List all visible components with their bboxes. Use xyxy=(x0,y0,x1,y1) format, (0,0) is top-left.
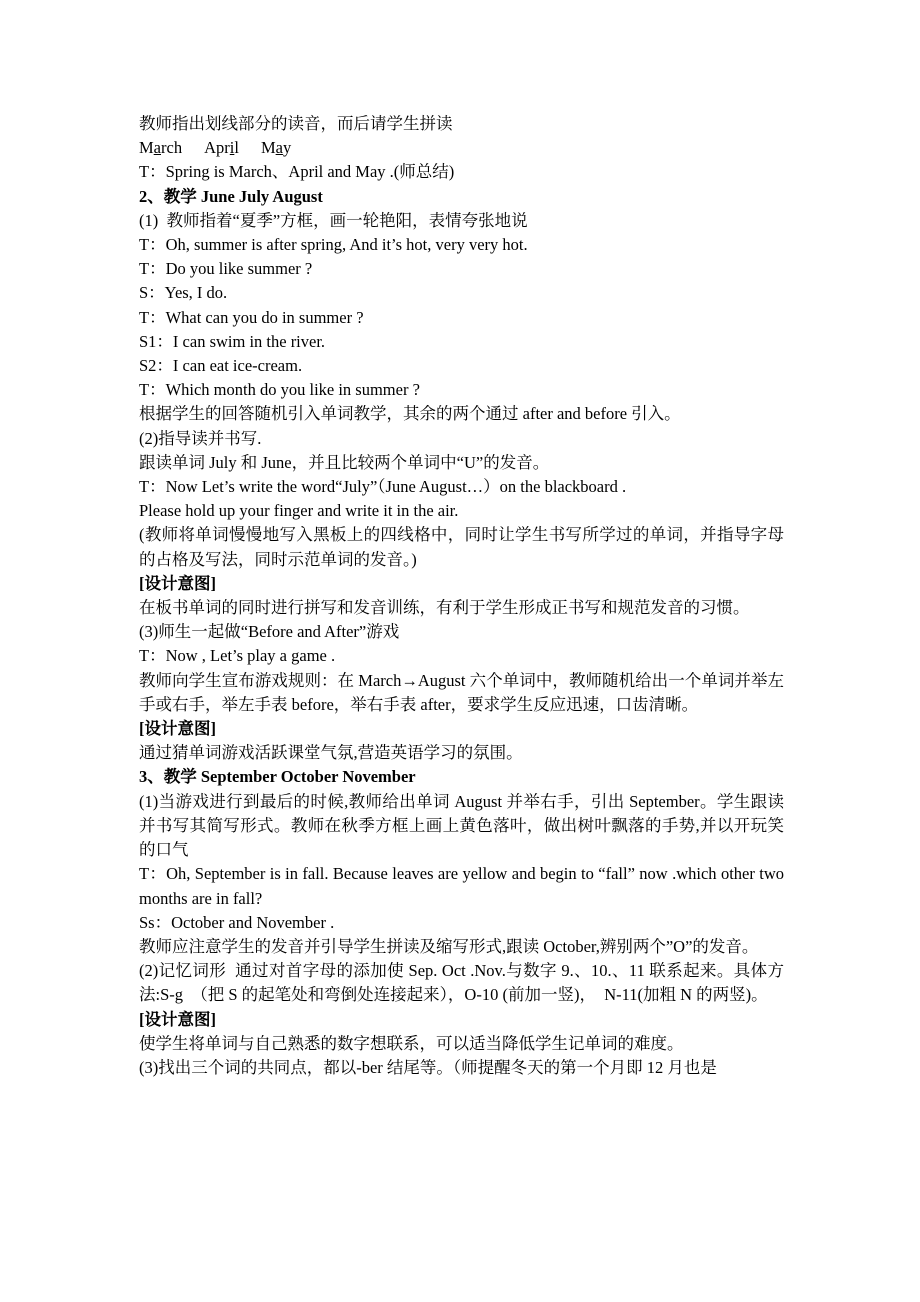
text-paragraph: 在板书单词的同时进行拼写和发音训练，有利于学生形成正书写和规范发音的习惯。 xyxy=(139,598,750,618)
text-line: (2)指导读并书写. xyxy=(139,428,262,448)
section-heading: 2、教学 June July August xyxy=(139,186,323,206)
text-line: 使学生将单词与自己熟悉的数字想联系，可以适当降低学生记单词的难度。 xyxy=(139,1033,684,1053)
text-line: Ss：October and November . xyxy=(139,912,335,932)
text-line: 跟读单词 July 和 June，并且比较两个单词中“U”的发音。 xyxy=(139,452,550,472)
text-line: (1) 教师指着“夏季”方框，画一轮艳阳，表情夸张地说 xyxy=(139,210,528,230)
word-may: May xyxy=(260,138,292,158)
month-words xyxy=(139,136,784,160)
text-line: S2：I can eat ice-cream. xyxy=(139,356,303,376)
text-line: 教师指出划线部分的读音，而后请学生拼读 xyxy=(139,114,453,133)
text-line: S：Yes, I do. xyxy=(139,283,228,303)
design-intent-heading: [设计意图] xyxy=(139,573,216,593)
text-line: 通过猜单词游戏活跃课堂气氛,营造英语学习的氛围。 xyxy=(139,743,523,763)
text-line: T：Now , Let’s play a game . xyxy=(139,646,336,666)
text-paragraph: 教师向学生宣布游戏规则：在 March→August 六个单词中，教师随机给出一个单词并举左手或右手，举左手表 before，举右手表 after，要求学生反应迅速，口齿清晰。 xyxy=(139,670,784,714)
text-paragraph: T：Oh, September is in fall. Because leaves are yellow and begin to “fall” now .which other two months are in fall? xyxy=(139,864,789,908)
text-paragraph: (2)记忆词形 通过对首字母的添加使 Sep. Oct .Nov.与数字 9.、10.、11 联系起来。具体方法:S-g （把 S 的起笔处和弯倒处连接起来），O-10 (前加一竖)， N-11(加粗 N 的两竖)。 xyxy=(139,961,784,1005)
text-paragraph: (1)当游戏进行到最后的时候,教师给出单词 August 并举右手，引出 September。学生跟读并书写其简写形式。教师在秋季方框上画上黄色落叶，做出树叶飘落的手势,并以开玩笑的口气 xyxy=(139,791,784,860)
design-intent-heading: [设计意图] xyxy=(139,1009,216,1029)
text-line: T：Oh, summer is after spring, And it’s hot, very very hot. xyxy=(139,235,528,255)
text-line: S1：I can swim in the river. xyxy=(139,331,326,351)
word-march: March xyxy=(139,138,183,158)
text-paragraph: (教师将单词慢慢地写入黑板上的四线格中，同时让学生书写所学过的单词，并指导字母的占格及写法，同时示范单词的发音。) xyxy=(139,525,784,569)
word-april: April xyxy=(204,138,239,158)
section-heading: 3、教学 September October November xyxy=(139,767,416,787)
design-intent-heading: [设计意图] xyxy=(139,719,216,739)
text-line: Please hold up your finger and write it in the air. xyxy=(139,501,459,521)
text-line: T：What can you do in summer ? xyxy=(139,307,364,327)
document-body xyxy=(139,112,789,1080)
text-line: (3)师生一起做“Before and After”游戏 xyxy=(139,622,400,642)
text-line: T：Do you like summer ? xyxy=(139,259,313,279)
text-line: T：Now Let’s write the word“July”（June August…）on the blackboard . xyxy=(139,477,627,497)
text-paragraph: 教师应注意学生的发音并引导学生拼读及缩写形式,跟读 October,辨别两个”O”的发音。 xyxy=(139,936,759,956)
text-line: 根据学生的回答随机引入单词教学，其余的两个通过 after and before 引入。 xyxy=(139,404,681,424)
text-line: (3)找出三个词的共同点，都以-ber 结尾等。（师提醒冬天的第一个月即 12 月也是 xyxy=(139,1057,717,1077)
text-line: T：Spring is March、April and May .(师总结) xyxy=(139,162,455,182)
text-line: T：Which month do you like in summer ? xyxy=(139,380,420,400)
